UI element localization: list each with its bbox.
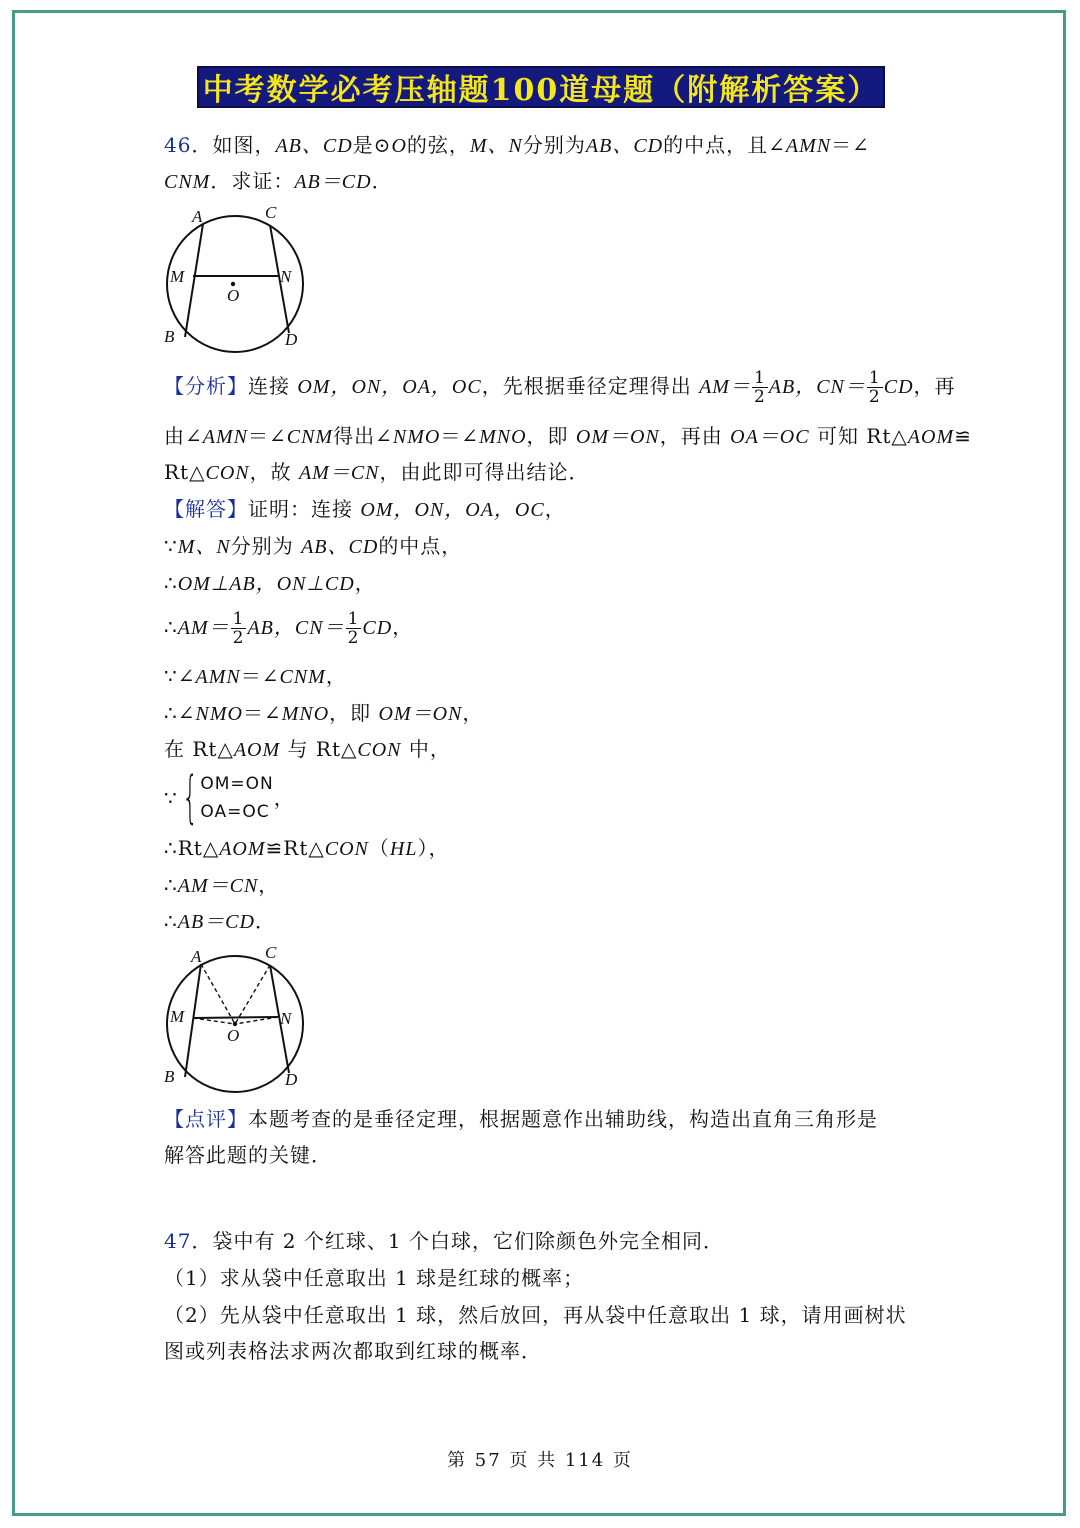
fraction-half [231,610,247,647]
math: ，CN＝ [273,617,345,639]
math: OM，ON，OA，OC [360,499,545,521]
frac-num: 1 [753,368,766,388]
text: 中， [401,737,451,761]
label-c: C [265,203,277,222]
text: ∴ [164,571,178,595]
text: 得出∠ [333,424,393,448]
text: （2）先从袋中任意取出 1 球，然后放回，再从袋中任意取出 1 球，请用画树状 [164,1303,907,1327]
text: 解答此题的关键． [164,1143,332,1167]
math: AOM [219,838,266,860]
text: Rt△ [164,460,206,484]
q47-part1 [164,1265,584,1291]
text: ＝∠ [242,701,282,725]
math: CD [883,376,914,398]
math: AB＝CD [177,911,255,933]
solution-line3 [164,570,376,597]
text: 由∠ [164,424,203,448]
text: ，故 [249,460,299,484]
solution-line8 [164,765,295,830]
math: OA＝OC [730,426,810,448]
frac-den: 2 [347,628,360,648]
math: MNO [479,426,527,448]
math: AM＝ [699,376,751,398]
text: ∵ [164,534,178,558]
text: ， [273,786,295,810]
text: ，即 [526,424,576,448]
math: OM＝ON [575,426,660,448]
math: O [391,135,407,157]
text: 的弦， [406,133,470,157]
solution-line9 [164,835,449,862]
text: ∴ [164,615,178,639]
text: 是⊙ [352,133,392,157]
math: OM，ON，OA，OC [297,376,482,398]
math: NMO [392,426,441,448]
math: CNM [286,426,334,448]
text: 的中点， [378,534,463,558]
text: ， [392,615,414,639]
q47-part2-line2 [164,1338,542,1364]
label-a: A [192,207,203,226]
text: ， [462,701,484,725]
frac-num: 1 [232,609,245,629]
text: ．袋中有 2 个红球、1 个白球，它们除颜色外完全相同． [191,1229,724,1253]
text: ＝∠ [247,424,287,448]
solution-line10 [164,872,279,899]
frac-den: 2 [753,387,766,407]
text: ． [254,909,276,933]
comment-tag: 【点评】 [164,1107,248,1131]
label-m: M [170,267,185,286]
solution-line7 [164,736,451,763]
segment-mn [193,1017,278,1018]
label-c: C [265,943,277,962]
text: ，再 [913,374,956,398]
math: CON [324,838,369,860]
system-rows [200,770,273,826]
text: ＝∠ [440,424,480,448]
text: （1）求从袋中任意取出 1 球是红球的概率； [164,1266,585,1290]
math: HL [389,838,418,860]
page-footer: 第 57 页 共 114 页 [447,1450,633,1471]
chord-ab [185,224,203,337]
label-b: B [164,1067,175,1086]
text: ∴ [164,873,178,897]
analysis-tag: 【分析】 [164,374,248,398]
text: ， [354,571,376,595]
text: ，由此即可得出结论． [379,460,590,484]
frac-num: 1 [868,368,881,388]
text: ∴Rt△ [164,836,220,860]
frac-num: 1 [347,609,360,629]
brace: { [181,765,199,830]
text: ， [258,873,280,897]
math: ，CN＝ [795,376,866,398]
dashed-oa [201,964,235,1024]
system-row-2: OA=OC [200,802,270,822]
math: AMN [195,666,241,688]
text: 本题考查的是垂径定理，根据题意作出辅助线，构造出直角三角形是 [248,1107,878,1131]
label-o: O [227,1026,240,1045]
equation-system [164,765,295,830]
frac-den: 2 [868,387,881,407]
text: ∵∠ [164,664,196,688]
math: AM＝CN [177,875,259,897]
math: M、N [177,536,231,558]
text: 可知 Rt△ [809,424,908,448]
comment-line2 [164,1142,332,1168]
text: 分别为 [230,534,302,558]
math: AOM [907,426,955,448]
solution-line2 [164,533,462,560]
q46-stem-line1 [164,132,870,159]
math: AB＝CD [294,171,372,193]
analysis-line3 [164,459,590,486]
text: ．求证： [210,169,295,193]
text: ，即 [329,701,379,725]
label-o: O [227,286,240,305]
q46-stem-line2 [164,168,393,195]
math: CD [362,617,393,639]
q46-figure-1 [160,200,320,360]
q46-figure-2 [160,940,320,1100]
text: 图或列表格法求两次都取到红球的概率． [164,1339,542,1363]
text: ． [371,169,393,193]
text: （ [368,836,390,860]
label-d: D [285,1070,298,1089]
text: ≌Rt△ [265,836,325,860]
math: CNM [164,171,211,193]
label-m: M [170,1007,185,1026]
solution-tag: 【解答】 [164,497,248,521]
text: 分别为 [522,133,586,157]
q47-part2-line1 [164,1302,907,1328]
math: CNM [279,666,326,688]
label-n: N [280,267,292,286]
math: AB、CD [275,135,353,157]
solution-line1 [164,496,566,523]
text: 在 Rt△ [164,737,234,761]
text: ＝∠ [240,664,280,688]
solution-line5 [164,663,347,690]
math: MNO [281,703,330,725]
text: ＝∠ [831,133,870,157]
text: 与 Rt△ [280,737,358,761]
label-n: N [280,1009,292,1028]
math: AM＝ [177,617,230,639]
math: M、N [469,135,523,157]
text: ∴ [164,909,178,933]
dashed-oc [235,965,270,1024]
chord-ab [185,964,201,1077]
text: 的中点，且∠ [663,133,786,157]
math: NMO [195,703,243,725]
text: 证明：连接 [248,497,361,521]
math: AB [247,617,274,639]
label-b: B [164,327,175,346]
text: ）， [417,836,450,860]
math: OM＝ON [378,703,463,725]
text: ， [544,497,566,521]
math: AB、CD [301,536,379,558]
text: ， [325,664,347,688]
math: OM⊥AB，ON⊥CD [177,573,355,595]
solution-line4 [164,607,413,648]
math: AM＝CN [298,462,380,484]
solution-line6 [164,700,483,727]
label-a: A [191,947,202,966]
frac-den: 2 [232,628,245,648]
math: AMN [785,135,832,157]
math: AMN [202,426,248,448]
math: CON [205,462,250,484]
text: 连接 [248,374,298,398]
system-row-1: OM=ON [200,774,274,794]
fraction-half [346,610,362,647]
fraction-half [867,369,883,406]
q46-number: 46 [164,133,192,157]
math: CON [357,739,402,761]
q47-stem [164,1228,724,1254]
comment-line1 [164,1106,878,1132]
banner-title: 中考数学必考压轴题100道母题（附解析答案） [202,73,880,108]
text: ∴∠ [164,701,196,725]
analysis-line1 [164,366,956,407]
math: AB [768,376,796,398]
q47-number: 47 [164,1229,192,1253]
fraction-half [752,369,768,406]
text: ≌ [954,424,972,448]
solution-line11 [164,908,276,935]
math: AB、CD [585,135,664,157]
analysis-line2 [164,423,972,450]
text: ．如图， [191,133,276,157]
text: ，再由 [659,424,731,448]
math: AOM [233,739,281,761]
label-d: D [285,330,298,349]
text: ∵ [164,786,178,810]
title-banner [197,66,885,108]
text: ，先根据垂径定理得出 [481,374,700,398]
